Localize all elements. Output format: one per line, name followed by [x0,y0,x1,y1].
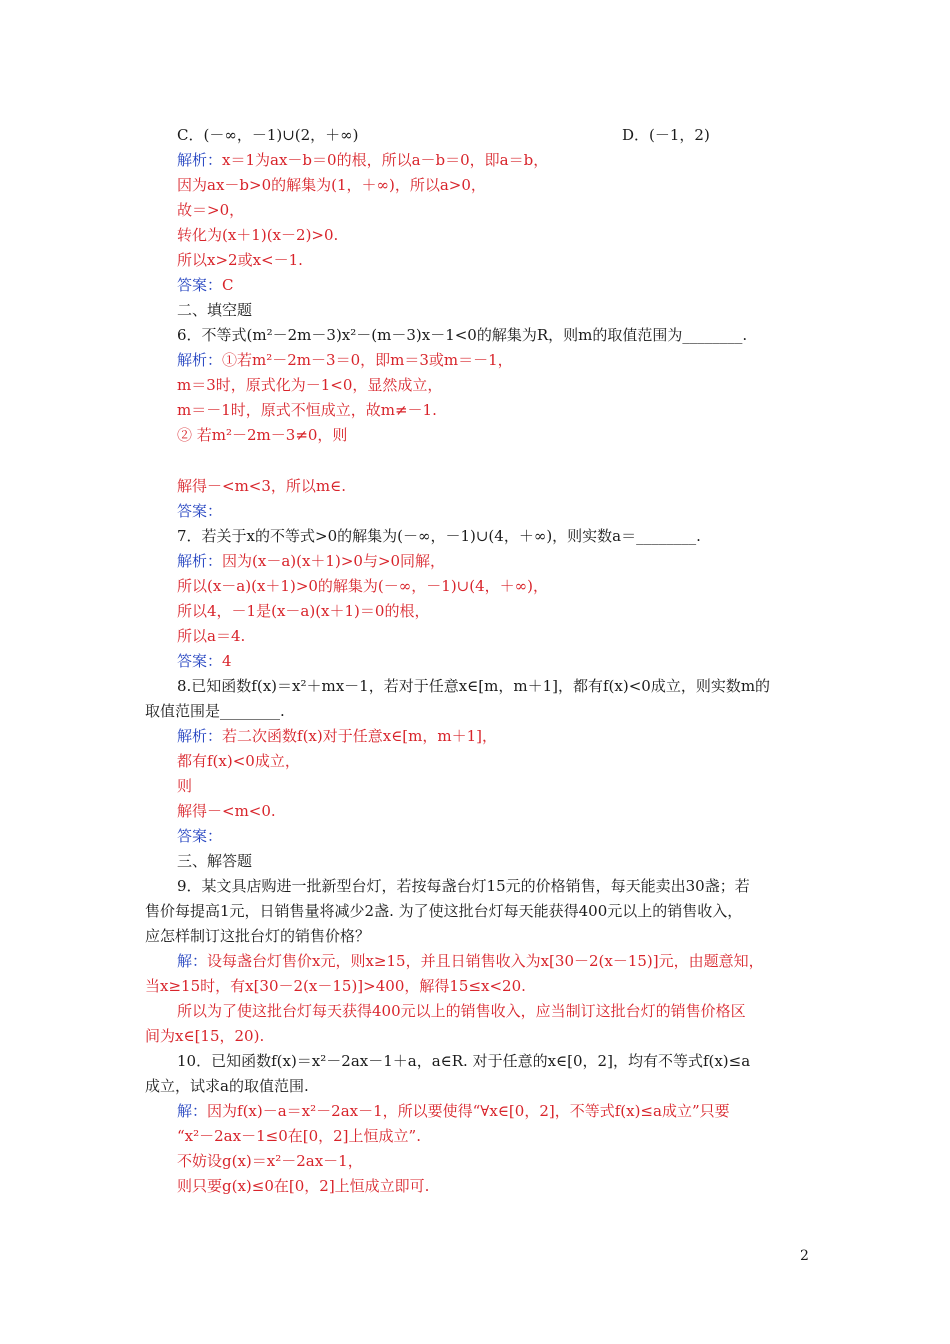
text-line [177,851,252,871]
line-text: 所以4，－1是(x－a)(x＋1)＝0的根， [177,602,430,620]
text-line [177,576,548,596]
line-text: 则 [177,777,193,795]
line-text: ② 若m²－2m－3≠0，则 [177,426,348,444]
line-text: “x²－2ax－1≤0在[0，2]上恒成立”. [177,1127,421,1145]
text-line [177,175,486,195]
line-text: 所以a＝4. [177,627,246,645]
line-text: 都有f(x)<0成立， [177,752,300,770]
line-text: 解得－<m<3，所以m∈. [177,477,346,495]
answer-label: 解： [177,1102,208,1120]
text-line [177,325,747,345]
line-text: C [222,276,234,294]
text-line [177,425,347,445]
line-text: 成立，试求a的取值范围. [145,1077,309,1095]
text-line [177,150,548,170]
text-line [177,300,252,320]
line-text: 应怎样制订这批台灯的销售价格？ [145,927,371,945]
text-line [177,1101,730,1121]
text-line [177,1176,429,1196]
line-text: 因为f(x)－a＝x²－2ax－1，所以要使得“∀x∈[0，2]，不等式f(x)≤a成立”只要 [207,1102,730,1120]
answer-label: 答案： [177,652,223,670]
text-line [145,901,742,921]
line-text: ①若m²－2m－3＝0，即m＝3或m＝－1， [222,351,513,369]
line-text: 二、填空题 [177,301,253,319]
line-text: 因为(x－a)(x＋1)>0与>0同解， [222,552,446,570]
line-text: 不妨设g(x)＝x²－2ax－1， [177,1152,363,1170]
line-text: 因为ax－b>0的解集为(1，＋∞)，所以a>0， [177,176,486,194]
text-line [145,1076,309,1096]
line-text: C．(－∞，－1)∪(2，＋∞) [177,126,359,144]
line-text: 取值范围是________. [145,702,285,720]
line-text: 间为x∈[15，20). [145,1027,265,1045]
line-text: 所以为了使这批台灯每天获得400元以上的销售收入，应当制订这批台灯的销售价格区 [177,1002,746,1020]
text-line [177,350,513,370]
text-line [177,476,346,496]
text-line [177,601,429,621]
text-line [177,826,222,846]
text-line [177,626,245,646]
text-line [177,400,437,420]
line-text: x＝1为ax－b＝0的根，所以a－b＝0，即a＝b， [222,151,549,169]
line-text: 设每盏台灯售价x元，则x≥15，并且日销售收入为x[30－2(x－15)]元，由题意知， [207,952,764,970]
text-line [177,676,770,696]
text-line [177,375,442,395]
text-line [177,275,234,295]
line-text: 所以(x－a)(x＋1)>0的解集为(－∞，－1)∪(4，＋∞)， [177,577,548,595]
line-text: m＝－1时，原式不恒成立，故m≠－1. [177,401,437,419]
line-text: 三、解答题 [177,852,253,870]
line-text: 8.已知函数f(x)＝x²＋mx－1，若对于任意x∈[m，m＋1]，都有f(x)<0成立，则实数m的 [177,677,771,695]
answer-label: 解析： [177,151,223,169]
line-text: m＝3时，原式化为－1<0，显然成立， [177,376,443,394]
answer-label: 答案： [177,502,223,520]
text-line [145,1026,264,1046]
text-line [177,1151,363,1171]
line-text: 则只要g(x)≤0在[0，2]上恒成立即可. [177,1177,430,1195]
text-line [177,225,338,245]
text-line [177,551,445,571]
text-line [177,876,750,896]
text-line [177,951,764,971]
answer-label: 答案： [177,827,223,845]
text-line [177,501,222,521]
text-line [177,776,192,796]
text-line [145,976,526,996]
line-text: 解得－<m<0. [177,802,276,820]
text-line [177,751,300,771]
text-line [145,926,370,946]
line-text: 所以x>2或x<－1. [177,251,303,269]
answer-label: 解： [177,952,208,970]
text-line [177,526,701,546]
text-line [177,1051,750,1071]
text-line [177,651,232,671]
answer-label: 解析： [177,351,223,369]
line-text: 10．已知函数f(x)＝x²－2ax－1＋a，a∈R. 对于任意的x∈[0，2]，均有不等式f(x)≤a [177,1052,751,1070]
text-line [177,1126,421,1146]
line-text: 故＝>0， [177,201,245,219]
option-d: D．(－1，2) [622,126,710,144]
text-line [177,125,710,145]
line-text: 6．不等式(m²－2m－3)x²－(m－3)x－1<0的解集为R，则m的取值范围为________. [177,326,748,344]
text-line [177,801,276,821]
text-line [145,701,285,721]
page-number: 2 [800,1248,809,1264]
text-line [177,1001,746,1021]
text-line [177,250,303,270]
line-text: 售价每提高1元，日销售量将减少2盏. 为了使这批台灯每天能获得400元以上的销售收入， [145,902,743,920]
answer-label: 答案： [177,276,223,294]
answer-label: 解析： [177,552,223,570]
line-text: 7．若关于x的不等式>0的解集为(－∞，－1)∪(4，＋∞)，则实数a＝________. [177,527,701,545]
line-text: 4 [222,652,232,670]
text-line [177,726,497,746]
answer-label: 解析： [177,727,223,745]
text-line [177,200,244,220]
line-text: 若二次函数f(x)对于任意x∈[m，m＋1]， [222,727,497,745]
line-text: 转化为(x＋1)(x－2)>0. [177,226,339,244]
line-text: 当x≥15时，有x[30－2(x－15)]>400，解得15≤x<20. [145,977,526,995]
line-text: 9．某文具店购进一批新型台灯，若按每盏台灯15元的价格销售，每天能卖出30盏；若 [177,877,750,895]
